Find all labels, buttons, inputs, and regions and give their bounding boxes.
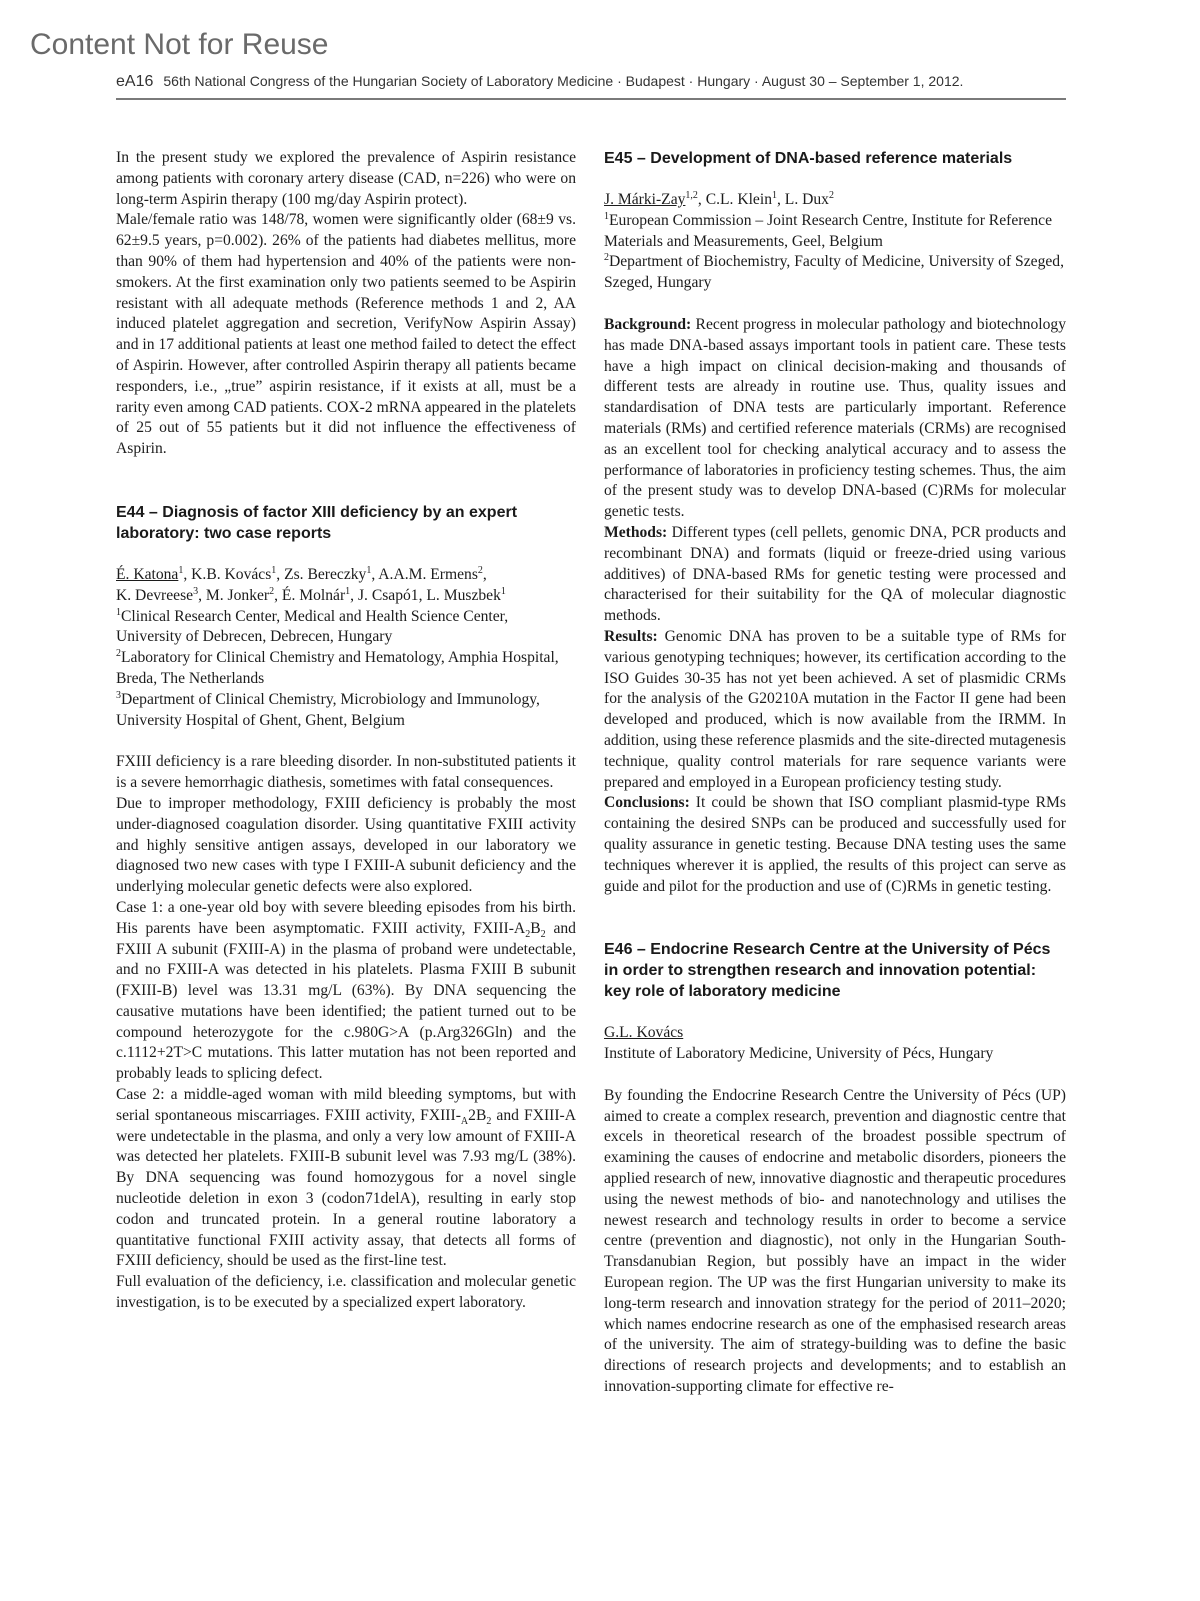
- intro-paragraph: Male/female ratio was 148/78, women were significantly older (68±9 vs. 62±9.5 years, p=0.002). 26% of the patients had diabetes mellitus, more than 90% of them had hypertension and 40% of the patients were non-smokers. At the first examination only two patients seemed to be Aspirin resistant with all adequate methods (Reference methods 1 and 2, AA induced platelet aggregation and secretion, VerifyNow Aspirin Assay) and in 17 additional patients at least one method failed to detect the effect of Aspirin. However, after controlled Aspirin therapy all patients became responders, i.e., „true” aspirin resistance, if it exists at all, must be a rarity even among CAD patients. COX-2 mRNA appeared in the platelets of 25 out of 55 patients but it did not influence the effectiveness of Aspirin.: [116, 211, 577, 458]
- case-2-paragraph: Case 2: a middle-aged woman with mild bleeding symptoms, but with serial spontaneous miscarriages. FXIII activity, FXIII-$_A2B_2$ and FXIII-A were undetectable in the plasma, and only a very low amount of FXIII-A was detected her platelets. FXIII-B subunit level was 7.93 mg/L (38%). By DNA sequencing was found homozygous for a novel single nucleotide deletion in exon 3 (codon71delA), resulting in early stop codon and truncated protein. In a general routine laboratory a quantitative functional FXIII activity assay, that detects all forms of FXIII deficiency, should be used as the first-line test.: [116, 1086, 577, 1270]
- affiliation: $^3$Department of Clinical Chemistry, Microbiology and Immunology, University Hospital of Ghent, Ghent, Belgium: [116, 689, 540, 729]
- presenting-author: J. Márki-Zay: [604, 191, 686, 208]
- body-paragraph: FXIII deficiency is a rare bleeding disorder. In non-substituted patients it is a severe hemorrhagic diathesis, sometimes with fatal consequences.: [116, 753, 576, 792]
- abstract-title-e45: E45 – Development of DNA-based reference materials: [604, 150, 1013, 167]
- author-list-e45: J. Márki-Zay$^{1,2}$, C.L. Klein$^1$, L. Dux$^2$: [604, 189, 834, 208]
- author-list-e44: É. Katona$^1$, K.B. Kovács$^1$, Zs. Bereczky$^1$, A.A.M. Ermens$^2$, K. Devreese$^3$, M. Jonker$^2$, É. Molnár$^1$, J. Csapó1, L. Muszbek$^1$: [116, 564, 506, 604]
- left-column: [116, 148, 576, 1314]
- body-paragraph: Due to improper methodology, FXIII deficiency is probably the most under-diagnosed coagulation disorder. Using quantitative FXIII activity and highly sensitive antigen assays, developed in our laboratory we diagnosed two new cases with type I FXIII-A subunit deficiency and the underlying molecular genetic defects were also explored.: [116, 794, 576, 896]
- intro-paragraph: In the present study we explored the prevalence of Aspirin resistance among patients with coronary artery disease (CAD, n=226) who were on long-term Aspirin therapy (100 mg/day Aspirin protect).: [116, 149, 576, 208]
- conclusions-section: Conclusions: It could be shown that ISO compliant plasmid-type RMs containing the desired SNPs can be produced and successfully used for quality assurance in genetic testing. Because DNA testing uses the same techniques wherever it is applied, the results of this project can serve as guide and pilot for the production and use of (C)RMs in genetic testing.: [604, 794, 1066, 895]
- abstract-title-e44: E44 – Diagnosis of factor XIII deficiency by an expert laboratory: two case reports: [116, 503, 518, 542]
- affiliation: $^2$Laboratory for Clinical Chemistry and Hematology, Amphia Hospital, Breda, The Netherlands: [116, 647, 559, 687]
- watermark: Content Not for Reuse: [30, 28, 329, 61]
- running-head: [116, 73, 1066, 91]
- right-column: [604, 148, 1066, 1398]
- presenting-author: É. Katona: [116, 565, 179, 583]
- methods-section: Methods: Different types (cell pellets, genomic DNA, PCR products and recombinant DNA) and formats (liquid or freeze-dried using various additives) of DNA-based RMs for genetic testing were processed and characterised for their suitability for the QA of molecular diagnostic methods.: [604, 523, 1066, 625]
- affiliation: $^2$Department of Biochemistry, Faculty of Medicine, University of Szeged, Szeged, Hungary: [604, 252, 1064, 292]
- body-paragraph: By founding the Endocrine Research Centre the University of Pécs (UP) aimed to create a complex research, prevention and diagnostic centre that excels in theoretical research of the broadest possible spectrum of examining the causes of endocrine and metabolic disorders, pioneers the applied research of new, innovative diagnostic and therapeutic procedures using the newest methods of bio- and nanotechnology and utilises the newest research and technology results in order to become a service centre (prevention and diagnostic), not only in the Hungarian South-Transdanubian Region, but possibly have an impact in the wider European region. The UP was the first Hungarian university to make its long-term research and innovation strategy for the period of 2011–2020; which names endocrine research as one of the emphasised research areas of the university. The aim of strategy-building was to define the basic directions of research projects and developments; and to establish an innovation-supporting climate for effective re-: [604, 1086, 1066, 1396]
- abstract-title-e46: E46 – Endocrine Research Centre at the University of Pécs in order to strengthen research and innovation potential: key role of laboratory medicine: [604, 941, 1051, 1001]
- presenting-author: G.L. Kovács: [604, 1024, 684, 1042]
- closing-paragraph: Full evaluation of the deficiency, i.e. classification and molecular genetic investigation, is to be executed by a specialized expert laboratory.: [116, 1273, 576, 1312]
- running-head-text: 56th National Congress of the Hungarian Society of Laboratory Medicine · Budapest · Hungary · August 30 – September 1, 2012.: [163, 73, 964, 89]
- case-1-paragraph: Case 1: a one-year old boy with severe bleeding episodes from his birth. His parents have been asymptomatic. FXIII activity, FXIII-$A_2B_2$ and FXIII A subunit (FXIII-A) in the plasma of proband were undetectable, and no FXIII-A was detected in his platelets. Plasma FXIII B subunit (FXIII-B) level was 13.31 mg/L (63%). By DNA sequencing the causative mutations have been identified; the patient turned out to be compound heterozygote for the c.980G>A (p.Arg326Gln) and the c.1112+2T>C mutations. This latter mutation has not been reported and probably leads to splicing defect.: [116, 898, 576, 1083]
- results-section: Results: Genomic DNA has proven to be a suitable type of RMs for various genotyping techniques; however, its certification according to the ISO Guides 30-35 has not yet been achieved. A set of plasmidic CRMs for the analysis of the G20210A mutation in the Factor II gene had been developed and produced, which is now available from the IRMM. In addition, using these reference plasmids and the site-directed mutagenesis technique, quality control materials for rare sequence variants were prepared and employed in a European proficiency testing study.: [604, 627, 1066, 791]
- affiliation: $^1$Clinical Research Center, Medical and Health Science Center, University of Debrecen, Debrecen, Hungary: [116, 606, 509, 646]
- affiliation: $^1$European Commission – Joint Research Centre, Institute for Reference Materials and Measurements, Geel, Belgium: [604, 210, 1052, 250]
- background-section: Background: Recent progress in molecular pathology and biotechnology has made DNA-based assays important tools in patient care. These tests have a high impact on clinical decision-making and thousands of different tests are already in routine use. Thus, quality issues and standardisation of DNA tests are particularly important. Reference materials (RMs) and certified reference materials (CRMs) are recognised as an excellent tool for checking analytical accuracy and to assess the performance of laboratories in proficiency testing schemes. Thus, the aim of the present study was to develop DNA-based (C)RMs for molecular genetic tests.: [604, 315, 1066, 521]
- affiliation: Institute of Laboratory Medicine, University of Pécs, Hungary: [604, 1045, 994, 1063]
- page-id: eA16: [116, 73, 154, 90]
- header-rule: [116, 98, 1066, 100]
